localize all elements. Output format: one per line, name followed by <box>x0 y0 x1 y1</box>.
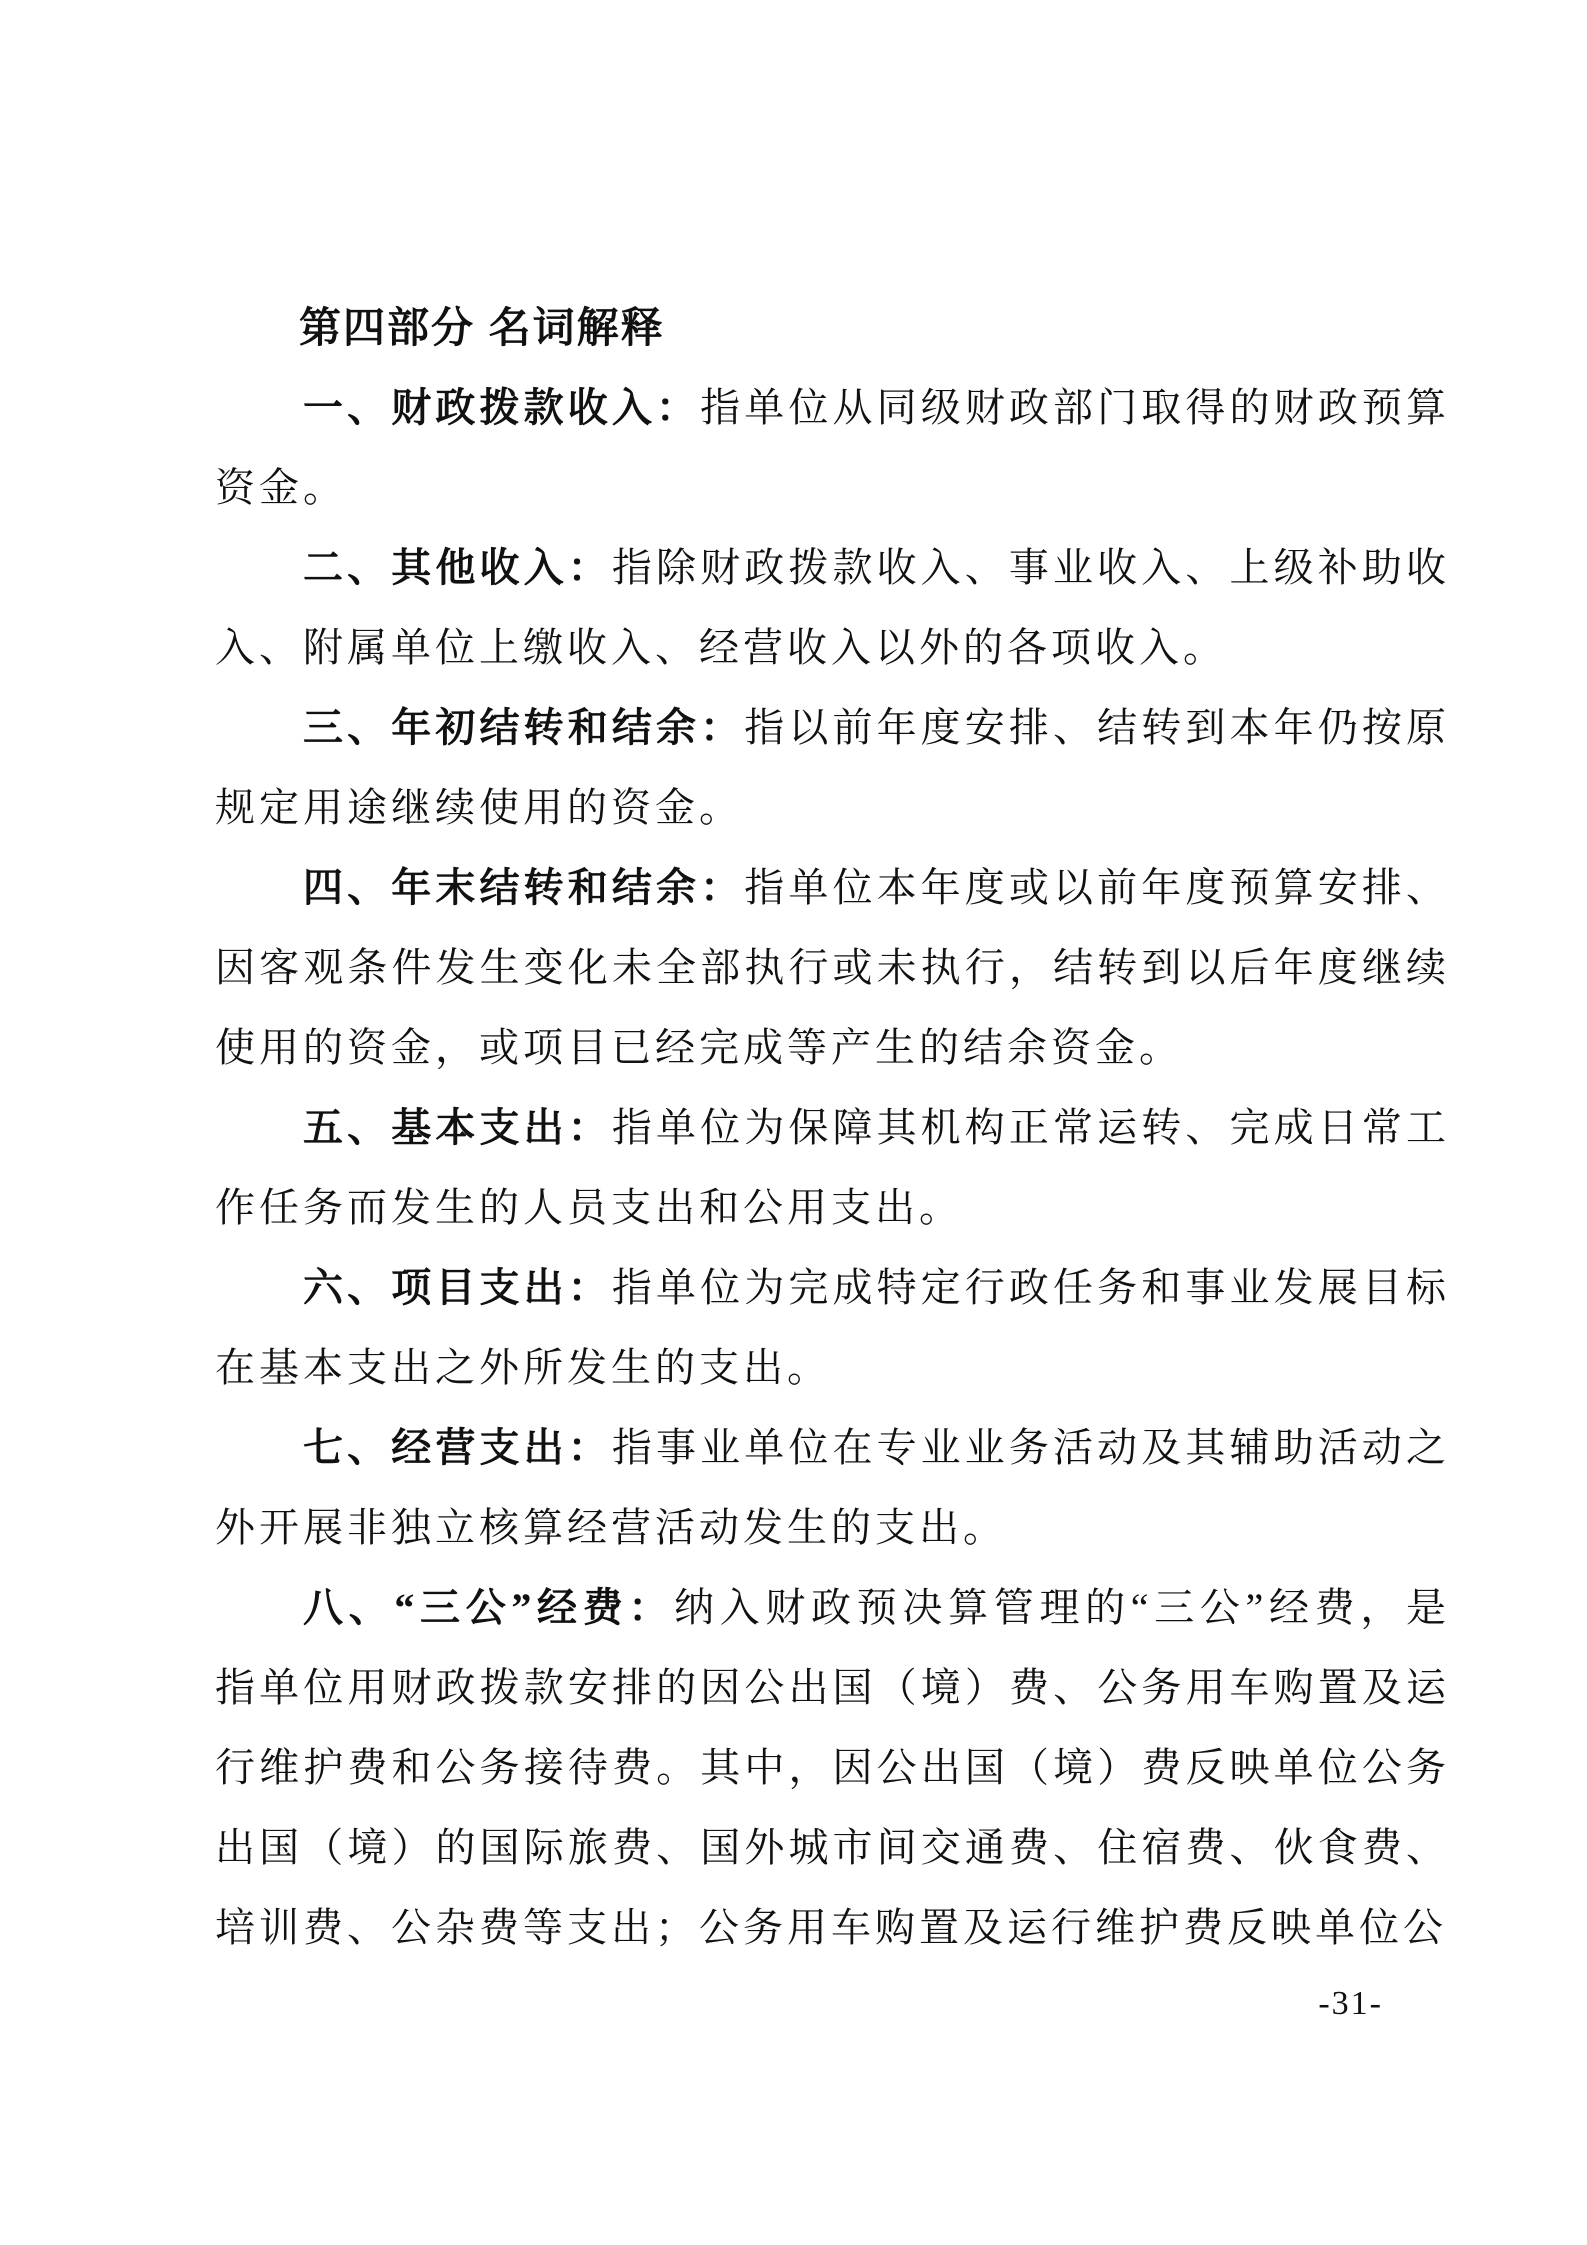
term-label: 一、财政拨款收入： <box>303 385 701 430</box>
term-label: 六、项目支出： <box>303 1265 612 1310</box>
glossary-paragraph <box>215 528 1450 688</box>
term-definition: 纳入财政预决算管理的“三公”经费，是指单位用财政拨款安排的因公出国（境）费、公务用车购置及运行维护费和公务接待费。其中，因公出国（境）费反映单位公务出国（境）的国际旅费、国外城市间交通费、住宿费、伙食费、培训费、公杂费等支出；公务用车购置及运行维护费反映单位公 <box>215 1585 1451 1950</box>
glossary-paragraph <box>215 1248 1450 1408</box>
term-definition: 指以前年度安排、结转到本年仍按原规定用途继续使用的资金。 <box>215 705 1451 830</box>
glossary-paragraph <box>215 688 1450 848</box>
term-definition: 指单位为完成特定行政任务和事业发展目标在基本支出之外所发生的支出。 <box>215 1265 1451 1390</box>
glossary-paragraph <box>215 1408 1450 1568</box>
term-definition: 指单位本年度或以前年度预算安排、因客观条件发生变化未全部执行或未执行，结转到以后年度继续使用的资金，或项目已经完成等产生的结余资金。 <box>215 865 1451 1070</box>
glossary-paragraph <box>215 368 1450 528</box>
text-block <box>215 288 1450 1968</box>
term-label: 二、其他收入： <box>303 545 612 590</box>
glossary-paragraph <box>215 1568 1450 1968</box>
page-number: -31- <box>1318 1985 1383 2022</box>
term-definition: 指事业单位在专业业务活动及其辅助活动之外开展非独立核算经营活动发生的支出。 <box>215 1425 1451 1550</box>
term-label: 五、基本支出： <box>303 1105 612 1150</box>
term-definition: 指单位从同级财政部门取得的财政预算资金。 <box>215 385 1451 510</box>
term-label: 八、“三公”经费： <box>303 1585 675 1630</box>
term-definition: 指除财政拨款收入、事业收入、上级补助收入、附属单位上缴收入、经营收入以外的各项收入。 <box>215 545 1451 670</box>
glossary-paragraph <box>215 1088 1450 1248</box>
term-label: 七、经营支出： <box>303 1425 612 1470</box>
section-title: 第四部分 名词解释 <box>299 304 665 351</box>
term-label: 四、年末结转和结余： <box>303 865 745 910</box>
glossary-paragraph <box>215 848 1450 1088</box>
term-definition: 指单位为保障其机构正常运转、完成日常工作任务而发生的人员支出和公用支出。 <box>215 1105 1451 1230</box>
term-label: 三、年初结转和结余： <box>303 705 745 750</box>
